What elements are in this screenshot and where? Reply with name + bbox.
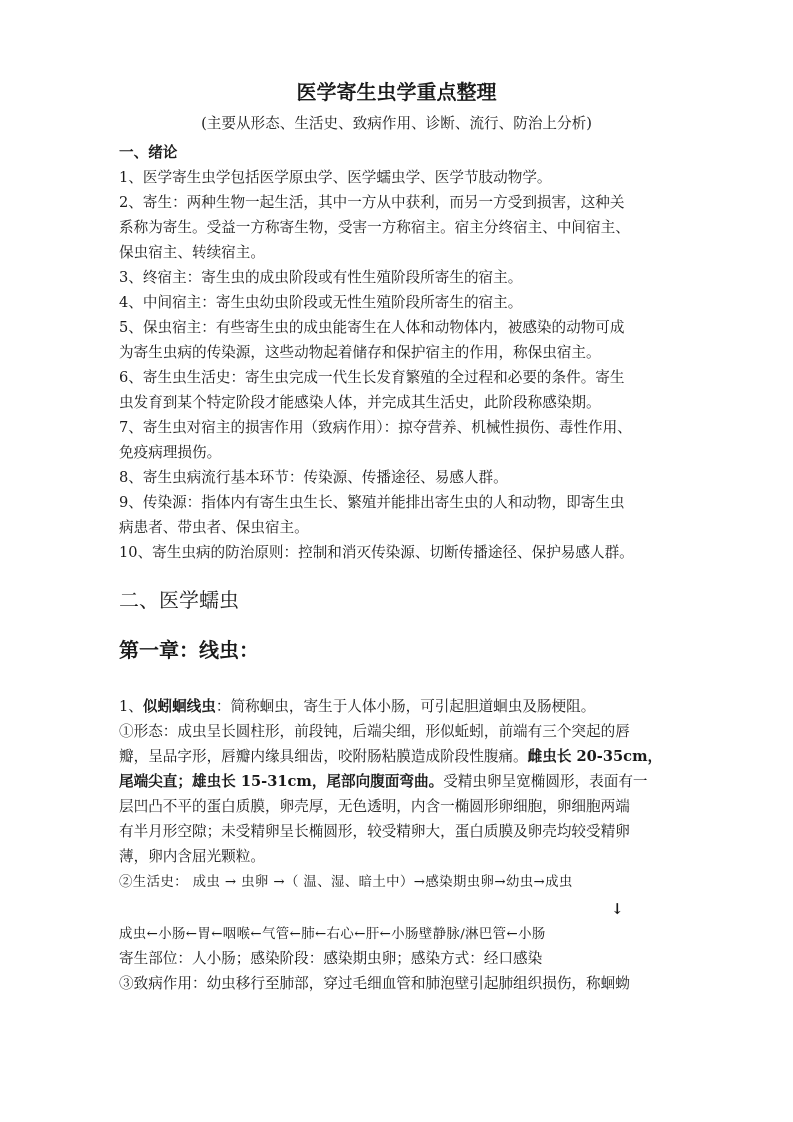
intro-line: 6、寄生虫生活史：寄生虫完成一代生长发育繁殖的全过程和必要的条件。寄生 xyxy=(119,369,625,386)
lifecycle-flow-top: ②生活史： 成虫 → 虫卵 →（ 温、湿、暗土中）→感染期虫卵→幼虫→成虫 xyxy=(119,875,573,890)
ascaris-line: 薄，卵内含屈光颗粒。 xyxy=(119,848,265,865)
intro-line: 4、中间宿主：寄生虫幼虫阶段或无性生殖阶段所寄生的宿主。 xyxy=(119,294,523,311)
ascaris-line: 层凹凸不平的蛋白质膜，卵壳厚，无色透明，内含一椭圆形卵细胞，卵细胞两端 xyxy=(119,798,630,815)
ascaris-line: ①形态：成虫呈长圆柱形，前段钝，后端尖细，形似蚯蚓，前端有三个突起的唇 xyxy=(119,723,630,740)
page-subtitle: (主要从形态、生活史、致病作用、诊断、流行、防治上分析) xyxy=(201,115,592,132)
chapter-heading-nematodes: 第一章：线虫： xyxy=(119,638,259,662)
intro-line: 2、寄生：两种生物一起生活，其中一方从中获利，而另一方受到损害，这种关 xyxy=(119,194,625,211)
intro-line: 免疫病理损伤。 xyxy=(119,444,222,461)
section-heading-intro: 一、绪论 xyxy=(119,144,178,161)
ascaris-text: 受精虫卵呈宽椭圆形，表面有一 xyxy=(443,773,648,790)
term-bold: 似蚓蛔线虫 xyxy=(142,698,216,715)
intro-line: 9、传染源：指体内有寄生虫生长、繁殖并能排出寄生虫的人和动物，即寄生虫 xyxy=(119,494,625,511)
emphasis-bold: 雌虫长 20-35cm， xyxy=(527,748,663,765)
ascaris-line xyxy=(119,697,595,717)
intro-line: 5、保虫宿主：有些寄生虫的成虫能寄生在人体和动物体内，被感染的动物可成 xyxy=(119,319,625,336)
down-arrow-icon: ↓ xyxy=(611,900,624,918)
ascaris-text: 瓣，呈品字形，唇瓣内缘具细齿，咬附肠粘膜造成阶段性腹痛。 xyxy=(119,748,528,765)
intro-line: 保虫宿主、转续宿主。 xyxy=(119,244,265,261)
ascaris-line: ③致病作用：幼虫移行至肺部，穿过毛细血管和肺泡壁引起肺组织损伤，称蛔蚴 xyxy=(119,975,630,992)
emphasis-bold: 尾端尖直；雄虫长 15-31cm，尾部向腹面弯曲。 xyxy=(119,773,444,790)
ascaris-line xyxy=(119,772,648,792)
intro-line: 10、寄生虫病的防治原则：控制和消灭传染源、切断传播途径、保护易感人群。 xyxy=(119,544,634,561)
intro-line: 8、寄生虫病流行基本环节：传染源、传播途径、易感人群。 xyxy=(119,469,508,486)
ascaris-line xyxy=(119,747,662,767)
intro-line: 1、医学寄生虫学包括医学原虫学、医学蠕虫学、医学节肢动物学。 xyxy=(119,169,552,186)
ascaris-line: 寄生部位：人小肠；感染阶段：感染期虫卵；感染方式：经口感染 xyxy=(119,950,543,967)
intro-line: 7、寄生虫对宿主的损害作用（致病作用）：掠夺营养、机械性损伤、毒性作用、 xyxy=(119,419,632,436)
lifecycle-flow-bottom: 成虫←小肠←胃←咽喉←气管←肺←右心←肝←小肠壁静脉/淋巴管←小肠 xyxy=(119,927,546,942)
page-title: 医学寄生虫学重点整理 xyxy=(296,80,497,104)
intro-line: 虫发育到某个特定阶段才能感染人体，并完成其生活史，此阶段称感染期。 xyxy=(119,394,601,411)
intro-line: 为寄生虫病的传染源，这些动物起着储存和保护宿主的作用，称保虫宿主。 xyxy=(119,344,601,361)
intro-line: 病患者、带虫者、保虫宿主。 xyxy=(119,519,309,536)
intro-line: 系称为寄生。受益一方称寄生物，受害一方称宿主。宿主分终宿主、中间宿主、 xyxy=(119,219,630,236)
ascaris-line: 有半月形空隙；未受精卵呈长椭圆形，较受精卵大，蛋白质膜及卵壳均较受精卵 xyxy=(119,823,630,840)
ascaris-text: ：简称蛔虫，寄生于人体小肠，可引起胆道蛔虫及肠梗阻。 xyxy=(215,698,596,715)
item-number: 1、 xyxy=(119,698,143,715)
intro-line: 3、终宿主：寄生虫的成虫阶段或有性生殖阶段所寄生的宿主。 xyxy=(119,269,523,286)
section-heading-helminths: 二、医学蠕虫 xyxy=(119,588,239,612)
